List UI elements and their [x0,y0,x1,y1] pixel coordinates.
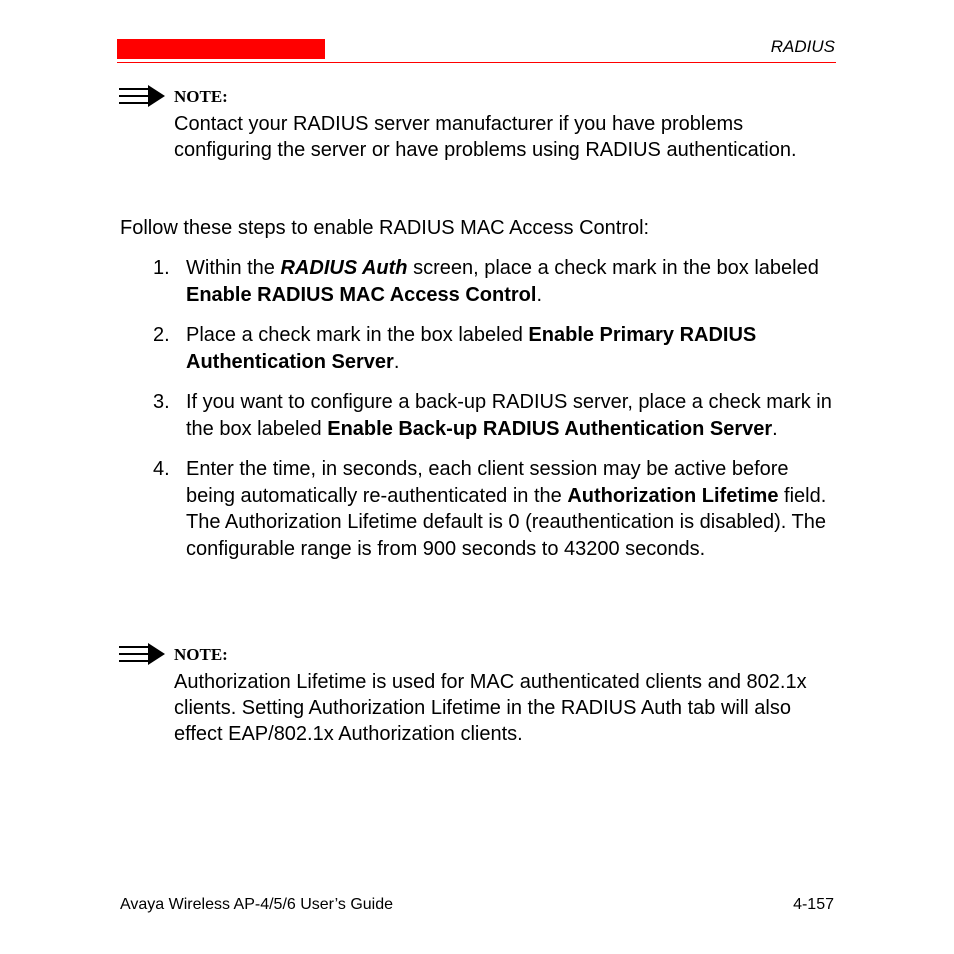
step-text: If you want to configure a back-up RADIUS server, place a check mark in the box labeled Enable Back-up RADIUS Authentication Server. [186,391,832,440]
list-item [120,322,836,375]
note-label: NOTE: [174,87,228,106]
note-block-2 [118,643,828,753]
field-name: Enable Back-up RADIUS Authentication Server [327,417,773,440]
field-name: Authorization Lifetime [567,484,779,507]
field-name: Enable RADIUS MAC Access Control [186,283,537,306]
steps-list [120,255,836,576]
footer-page-number: 4-157 [793,896,834,913]
step-number: 1. [153,257,170,279]
section-title: RADIUS [770,37,835,56]
footer-guide-title: Avaya Wireless AP-4/5/6 User’s Guide [120,896,394,913]
step-text: Place a check mark in the box labeled Enable Primary RADIUS Authentication Server. [186,324,757,373]
step-number: 4. [153,458,170,480]
step-number: 2. [153,324,170,346]
note-arrow-icon [118,643,166,665]
list-item [120,456,836,562]
header-accent-bar [117,39,325,59]
note-label: NOTE: [174,645,228,664]
note-text: Contact your RADIUS server manufacturer if you have problems configuring the server or have problems using RADIUS authentication. [174,113,797,161]
screen-name: RADIUS Auth [280,257,408,279]
step-text: Enter the time, in seconds, each client session may be active before being automatically re-authenticated in the Authorization Lifetime field. The Authorization Lifetime default is 0 (reauthentication is disabled). The configurable range is from 900 seconds to 43200 seconds. [186,458,827,560]
field-name: Enable Primary RADIUS Authentication Server [186,324,757,373]
intro-paragraph: Follow these steps to enable RADIUS MAC Access Control: [120,217,650,239]
list-item [120,255,836,308]
note-arrow-icon [118,85,166,107]
list-item [120,389,836,442]
note-block-1 [118,85,828,195]
step-number: 3. [153,391,170,413]
header-rule [117,62,836,63]
step-text: Within the RADIUS Auth screen, place a check mark in the box labeled Enable RADIUS MAC Access Control. [186,257,819,306]
note-text: Authorization Lifetime is used for MAC authenticated clients and 802.1x clients. Setting Authorization Lifetime in the RADIUS Auth tab will also effect EAP/802.1x Authorization clients. [174,671,807,745]
